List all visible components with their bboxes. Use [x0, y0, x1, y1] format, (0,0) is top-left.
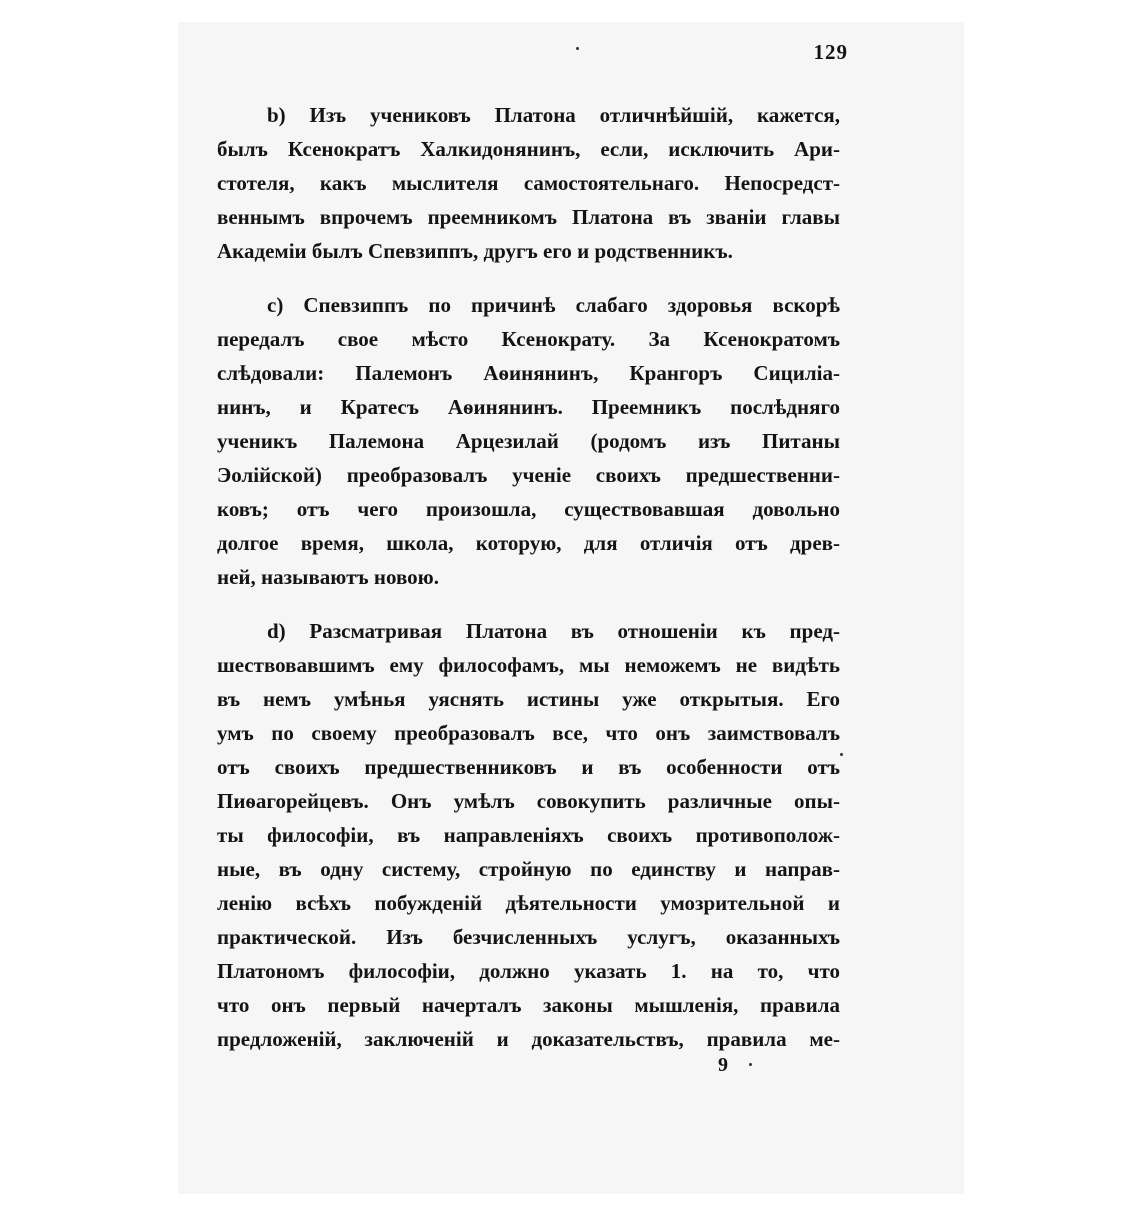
text-line: Академіи былъ Спевзиппъ, другъ его и родственникъ.: [217, 239, 733, 263]
text-line: ковъ; отъ чего произошла, существовавшая довольно: [217, 497, 840, 521]
text-line: ты философіи, въ направленіяхъ своихъ противополож-: [217, 823, 840, 847]
scan-speck: [576, 47, 579, 50]
text-line: ученикъ Палемона Арцезилай (родомъ изъ Питаны: [217, 429, 840, 453]
text-line: ленію всѣхъ побужденій дѣятельности умозрительной и: [217, 891, 840, 915]
text-line: практической. Изъ безчисленныхъ услугъ, оказанныхъ: [217, 925, 840, 949]
text-line: шествовавшимъ ему философамъ, мы неможемъ не видѣть: [217, 653, 840, 677]
scan-speck: [749, 1063, 752, 1066]
text-line: c) Спевзиппъ по причинѣ слабаго здоровья вскорѣ: [267, 293, 840, 317]
text-line: передалъ свое мѣсто Ксенократу. За Ксенократомъ: [217, 327, 840, 351]
signature-mark: 9: [718, 1054, 728, 1076]
page-number: 129: [813, 40, 848, 64]
text-line: отъ своихъ предшественниковъ и въ особенности отъ: [217, 755, 840, 779]
text-line: b) Изъ учениковъ Платона отличнѣйшій, кажется,: [267, 103, 840, 127]
text-line: веннымъ впрочемъ преемникомъ Платона въ званіи главы: [217, 205, 840, 229]
text-line: ней, называютъ новою.: [217, 565, 439, 589]
text-line: въ немъ умѣнья уяснять истины уже открытыя. Его: [217, 687, 840, 711]
text-line: Пиѳагорейцевъ. Онъ умѣлъ совокупить различные опы-: [217, 789, 840, 813]
text-line: Эолійской) преобразовалъ ученіе своихъ предшественни-: [217, 463, 840, 487]
text-line: d) Разсматривая Платона въ отношеніи къ пред-: [267, 619, 840, 643]
text-line: слѣдовали: Палемонъ Аѳинянинъ, Крангоръ Сициліа-: [217, 361, 840, 385]
text-line: стотеля, какъ мыслителя самостоятельнаго. Непосредст-: [217, 171, 840, 195]
text-line: долгое время, школа, которую, для отличія отъ древ-: [217, 531, 840, 555]
text-line: предложеній, заключеній и доказательствъ, правила ме-: [217, 1027, 840, 1051]
text-line: былъ Ксенократъ Халкидонянинъ, если, исключить Ари-: [217, 137, 840, 161]
text-line: Платономъ философіи, должно указать 1. на то, что: [217, 959, 840, 983]
text-line: умъ по своему преобразовалъ все, что онъ заимствовалъ: [217, 721, 840, 745]
text-line: что онъ первый начерталъ законы мышленія, правила: [217, 993, 840, 1017]
text-line: ные, въ одну систему, стройную по единству и направ-: [217, 857, 840, 881]
scan-speck: [840, 753, 843, 756]
text-line: нинъ, и Кратесъ Аѳинянинъ. Преемникъ послѣдняго: [217, 395, 840, 419]
